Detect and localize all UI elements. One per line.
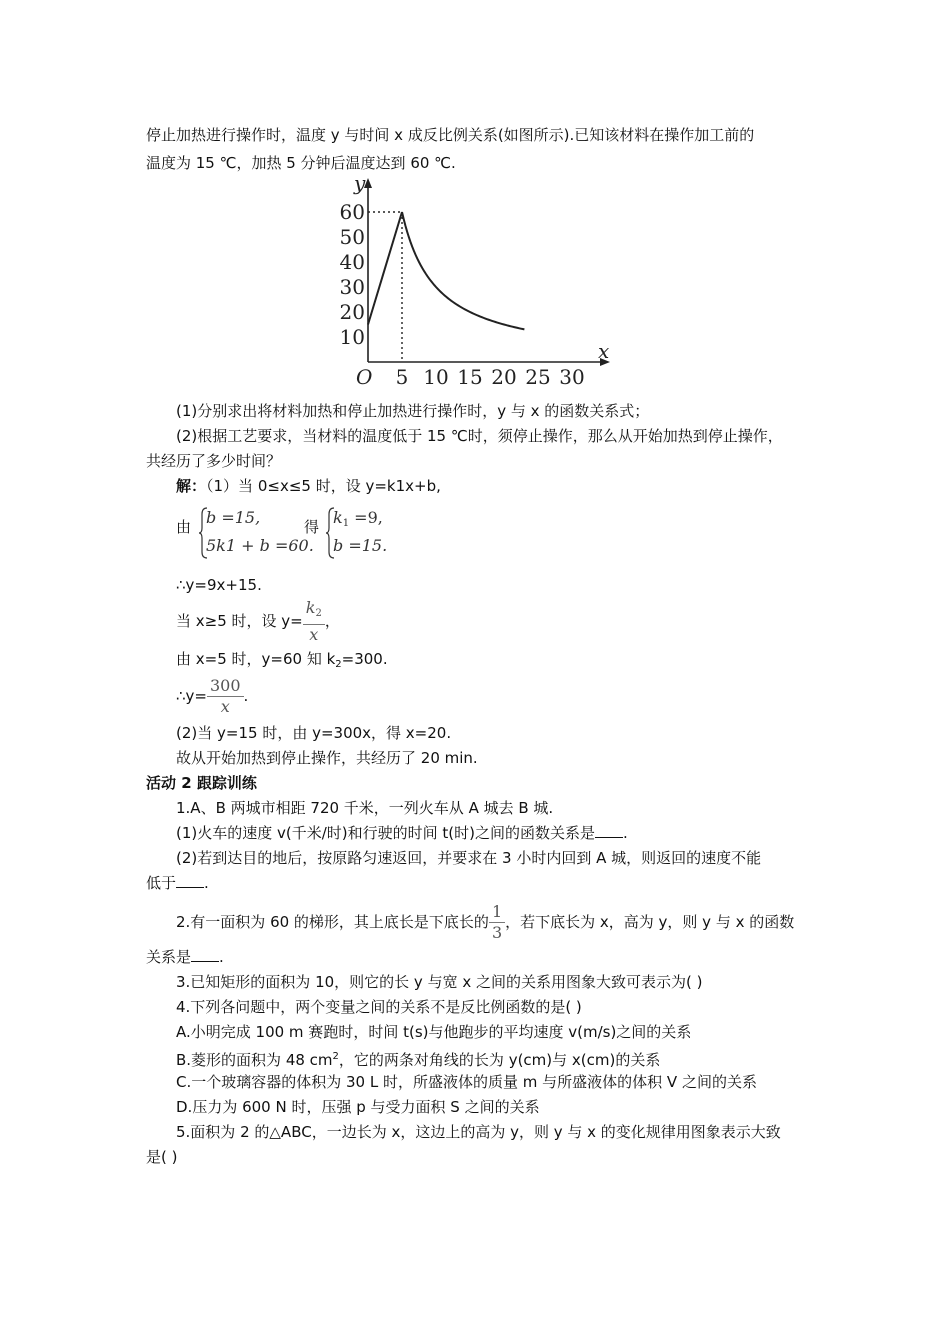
frac-1: 1	[489, 902, 505, 923]
exercise-1: 1.A、B 两城市相距 720 千米，一列火车从 A 城去 B 城.	[176, 799, 554, 817]
frac-k-subscript: 2	[315, 608, 322, 619]
activity-title: 活动 2 跟踪训练	[146, 774, 257, 792]
exercise-1-part-1-text: (1)火车的速度 v(千米/时)和行驶的时间 t(时)之间的函数关系是	[176, 824, 596, 842]
exercise-1-part-2-line-1: (2)若到达目的地后，按原路匀速返回，并要求在 3 小时内回到 A 城，则返回的速度不能	[176, 849, 762, 867]
heating-line	[368, 212, 402, 325]
intro-line-1: 停止加热进行操作时，温度 y 与时间 x 成反比例关系(如图所示).已知该材料在操作加工前的	[146, 126, 755, 144]
exercise-1-part-1	[176, 822, 628, 844]
answer-blank	[191, 947, 219, 962]
solution-step-2-end: ，	[324, 612, 340, 630]
x-tick-label: 25	[525, 365, 551, 389]
k2-subscript: 2	[335, 659, 342, 670]
exercise-4: 4.下列各问题中，两个变量之间的关系不是反比例函数的是( )	[176, 998, 582, 1016]
solution-step-3: 由 x=5 时，y=60 知 k	[176, 650, 336, 668]
system-1-row-2: 5k1 + b =60.	[206, 536, 314, 555]
system-2-row-1	[333, 508, 383, 529]
exercise-1-part-1-end: .	[623, 824, 628, 842]
exercise-2-text-end: ，若下底长为 x，高为 y，则 y 与 x 的函数	[505, 913, 795, 931]
x-axis-label: x	[598, 339, 610, 363]
therefore-inverse-label: ∴y=	[176, 687, 207, 705]
exercise-4-option-b	[176, 1046, 660, 1071]
y-tick-label: 10	[339, 325, 365, 349]
exercise-1-part-2-end: .	[204, 874, 209, 892]
exercise-3: 3.已知矩形的面积为 10，则它的长 y 与宽 x 之间的关系用图象大致可表示为( )	[176, 973, 703, 991]
y-axis-label: y	[354, 172, 366, 195]
exercise-2-text: 2.有一面积为 60 的梯形，其上底长是下底长的	[176, 913, 489, 931]
x-tick-label: 30	[559, 365, 585, 389]
system-1-row-1: b =15,	[206, 508, 261, 527]
option-b-superscript: 2	[332, 1051, 339, 1062]
exercise-2	[176, 898, 794, 946]
frac-x2: x	[220, 697, 230, 716]
fraction-one-third	[489, 902, 505, 943]
y-tick-label: 40	[339, 250, 365, 274]
solution-conclusion: 故从开始加热到停止操作，共经历了 20 min.	[176, 749, 478, 767]
exercise-5-line-2: 是( )	[146, 1148, 178, 1166]
exercise-4-option-d: D.压力为 600 N 时，压强 p 与受力面积 S 之间的关系	[176, 1098, 540, 1116]
therefore-linear: ∴y=9x+15.	[176, 576, 262, 594]
solution-step-1: （1）当 0≤x≤5 时，设 y=k1x+b,	[206, 477, 441, 495]
x-tick-label: 10	[423, 365, 449, 389]
cooling-curve	[402, 212, 524, 329]
fraction-300-over-x	[207, 676, 244, 717]
solution-part-1	[176, 475, 441, 497]
y-tick-label: 30	[339, 275, 365, 299]
answer-blank	[595, 823, 623, 838]
solution-part-2	[176, 598, 340, 642]
y-tick-label: 60	[339, 200, 365, 224]
fraction-k2-over-x	[303, 598, 325, 645]
intro-line-2: 温度为 15 ℃，加热 5 分钟后温度达到 60 ℃.	[146, 154, 456, 172]
exercise-4-option-c: C.一个玻璃容器的体积为 30 L 时，所盛液体的质量 m 与所盛液体的体积 V 之间的关系	[176, 1073, 757, 1091]
system-2-row-1-value: =9,	[349, 508, 383, 527]
solution-step-2: 当 x≥5 时，设 y=	[176, 612, 303, 630]
y-tick-label: 20	[339, 300, 365, 324]
exercise-2-line-2-end: .	[219, 948, 224, 966]
x-tick-label: 20	[491, 365, 517, 389]
frac-x: x	[309, 625, 319, 644]
equation-system-1	[198, 506, 314, 560]
frac-300: 300	[207, 676, 244, 697]
question-2-line-2: 共经历了多少时间？	[146, 452, 282, 470]
exercise-1-part-2-text: 低于	[146, 874, 177, 892]
get-label: 得	[304, 518, 320, 536]
exercise-5-line-1: 5.面积为 2 的△ABC，一边长为 x，这边上的高为 y，则 y 与 x 的变化规律用图象表示大致	[176, 1123, 781, 1141]
temperature-time-chart	[330, 172, 620, 394]
answer-blank	[176, 873, 204, 888]
y-tick-label: 50	[339, 225, 365, 249]
by-label: 由	[176, 518, 192, 536]
therefore-inverse-end: .	[243, 687, 249, 705]
question-2-line-1: (2)根据工艺要求，当材料的温度低于 15 ℃时，须停止操作，那么从开始加热到停止操作，	[176, 427, 783, 445]
exercise-2-line-2-text: 关系是	[146, 948, 192, 966]
x-tick-label: 15	[457, 365, 483, 389]
solution-step-3-end: =300.	[341, 650, 388, 668]
exercise-4-option-a: A.小明完成 100 m 赛跑时，时间 t(s)与他跑步的平均速度 v(m/s)之间的关系	[176, 1023, 692, 1041]
solution-part-2b: (2)当 y=15 时，由 y=300x，得 x=20.	[176, 724, 452, 742]
origin-label: O	[356, 365, 373, 389]
solution-label: 解：	[176, 477, 207, 495]
system-2-row-2: b =15.	[333, 536, 388, 555]
k-symbol: k	[333, 508, 343, 527]
frac-k: k	[305, 598, 316, 617]
equation-system-2	[325, 506, 405, 560]
k-subscript: 1	[342, 518, 350, 529]
x-tick-label: 5	[395, 365, 409, 389]
option-b-text-end: ，它的两条对角线的长为 y(cm)与 x(cm)的关系	[338, 1051, 661, 1069]
therefore-inverse	[176, 672, 248, 720]
exercise-1-part-2-line-2	[146, 872, 209, 894]
exercise-2-line-2	[146, 946, 224, 968]
option-b-text: B.菱形的面积为 48 cm	[176, 1051, 333, 1069]
frac-3: 3	[491, 923, 503, 942]
question-1: (1)分别求出将材料加热和停止加热进行操作时，y 与 x 的函数关系式；	[176, 402, 650, 420]
